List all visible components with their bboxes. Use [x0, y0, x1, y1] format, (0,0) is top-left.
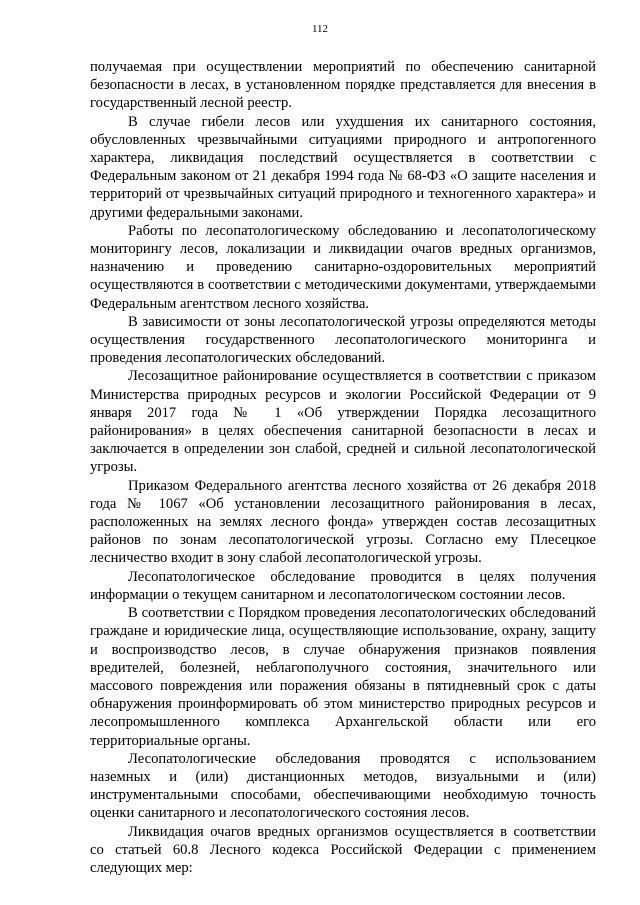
paragraph-pathology-works: Работы по лесопатологическому обследованию и лесопатологическому мониторингу лесов, локализации и ликвидации очагов вредных организмов, назначению и проведению санитарно-оздоровительных мероприятий осуществляются в соответствии с методическими документами, утверждаемыми Федеральным агентством лесного хозяйства. — [90, 222, 596, 312]
paragraph-rosleskhoz-order: Приказом Федерального агентства лесного хозяйства от 26 декабря 2018 года № 1067 «Об установлении лесозащитного районирования в лесах, расположенных на землях лесного фонда» утвержден состав лесозащитных районов по зонам лесопатологической угрозы. Согласно ему Плесецкое лесничество входит в зону слабой лесопатологической угрозы. — [90, 477, 596, 567]
paragraph-survey-purpose: Лесопатологическое обследование проводится в целях получения информации о текущем санитарном и лесопатологическом состоянии лесов. — [90, 568, 596, 603]
paragraph-survey-procedure: В соответствии с Порядком проведения лесопатологических обследований граждане и юридические лица, осуществляющие использование, охрану, защиту и воспроизводство лесов, в случае обнаружения признаков появления вредителей, болезней, неблагополучного состояния, значительного или массового повреждения или поражения обязаны в пятидневный срок с даты обнаружения проинформировать об этом министерство природных ресурсов и лесопромышленного комплекса Архангельской области или его территориальные органы. — [90, 605, 596, 749]
body-text — [90, 58, 596, 877]
paragraph-protective-zoning: Лесозащитное районирование осуществляется в соответствии с приказом Министерства природных ресурсов и экологии Российской Федерации от 9 января 2017 года № 1 «Об утверждении Порядка лесозащитного районирования» в целях обеспечения санитарной безопасности в лесах и заключается в определении зон слабой, средней и сильной лесопатологической угрозы. — [90, 368, 596, 476]
paragraph-continuation: получаемая при осуществлении мероприятий по обеспечению санитарной безопасности в лесах, в установленном порядке представляется для внесения в государственный лесной реестр. — [90, 59, 596, 112]
paragraph-threat-zone-methods: В зависимости от зоны лесопатологической угрозы определяются методы осуществления государственного лесопатологического мониторинга и проведения лесопатологических обследований. — [90, 313, 596, 367]
paragraph-pest-elimination: Ликвидация очагов вредных организмов осуществляется в соответствии со статьей 60.8 Лесного кодекса Российской Федерации с применением следующих мер: — [90, 823, 596, 876]
paragraph-emergency-forest-loss: В случае гибели лесов или ухудшения их санитарного состояния, обусловленных чрезвычайными ситуациями природного и антропогенного характера, ликвидация последствий осуществляется в соответствии с Федеральным законом от 21 декабря 1994 года № 68-ФЗ «О защите населения и территорий от чрезвычайных ситуаций природного и техногенного характера» и другими федеральными законами. — [90, 113, 596, 221]
paragraph-survey-methods: Лесопатологические обследования проводятся с использованием наземных и (или) дистанционных методов, визуальными и (или) инструментальными способами, обеспечивающими необходимую точность оценки санитарного и лесопатологического состояния лесов. — [90, 750, 596, 822]
page-number: 112 — [311, 23, 329, 35]
